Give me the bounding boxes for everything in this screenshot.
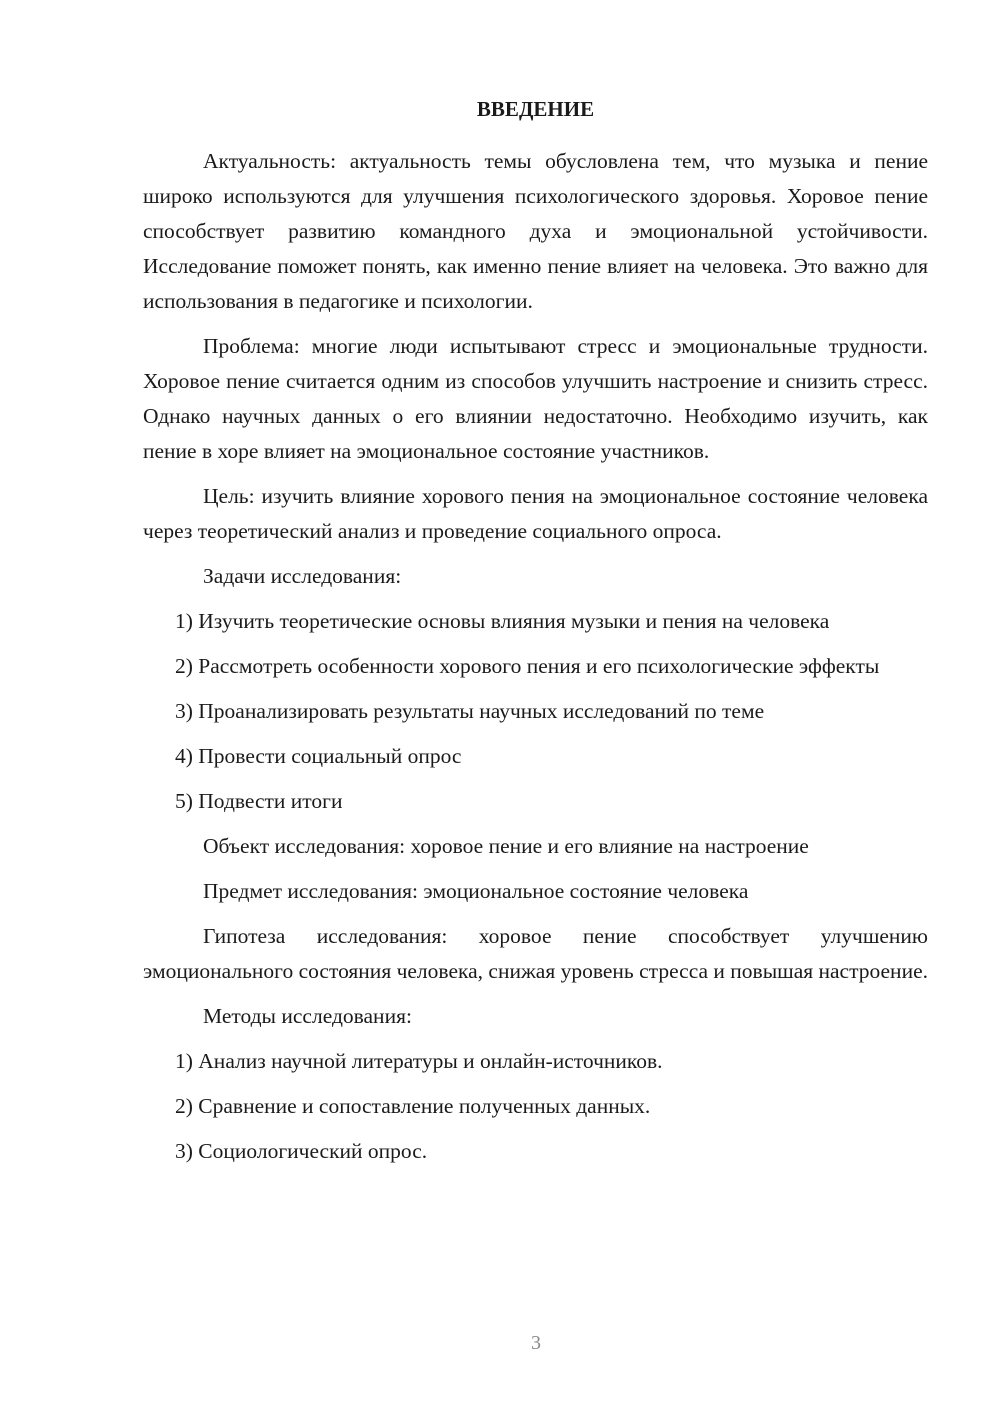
problem-paragraph: Проблема: многие люди испытывают стресс и эмоциональные трудности. Хоровое пение считается одним из способов улучшить настроение и снизить стресс. Однако научных данных о его влиянии недостаточно. Необходимо изучить, как пение в хоре влияет на эмоциональное состояние участников. [143,334,928,463]
methods-heading: Методы исследования: [203,1004,412,1028]
tasks-heading: Задачи исследования: [203,564,402,588]
goal-paragraph: Цель: изучить влияние хорового пения на эмоциональное состояние человека через теоретический анализ и проведение социального опроса. [143,484,928,543]
task-item: 5) Подвести итоги [175,789,343,813]
method-item: 1) Анализ научной литературы и онлайн-источников. [175,1049,663,1073]
task-item: 4) Провести социальный опрос [175,744,462,768]
task-item: 3) Проанализировать результаты научных исследований по теме [175,699,765,723]
object-line: Объект исследования: хоровое пение и его влияние на настроение [203,834,809,858]
page-number: 3 [531,1332,541,1354]
method-item: 3) Социологический опрос. [175,1139,428,1163]
document-page [143,92,928,1179]
task-item: 1) Изучить теоретические основы влияния музыки и пения на человека [175,609,830,633]
task-item: 2) Рассмотреть особенности хорового пения и его психологические эффекты [175,654,880,678]
section-title: ВВЕДЕНИЕ [476,97,595,121]
subject-line: Предмет исследования: эмоциональное состояние человека [203,879,749,903]
hypothesis-paragraph: Гипотеза исследования: хоровое пение способствует улучшению эмоционального состояния человека, снижая уровень стресса и повышая настроение. [143,924,928,983]
method-item: 2) Сравнение и сопоставление полученных данных. [175,1094,651,1118]
relevance-paragraph: Актуальность: актуальность темы обусловлена тем, что музыка и пение широко используются для улучшения психологического здоровья. Хоровое пение способствует развитию командного духа и эмоциональной устойчивости. Исследование поможет понять, как именно пение влияет на человека. Это важно для использования в педагогике и психологии. [143,149,928,313]
